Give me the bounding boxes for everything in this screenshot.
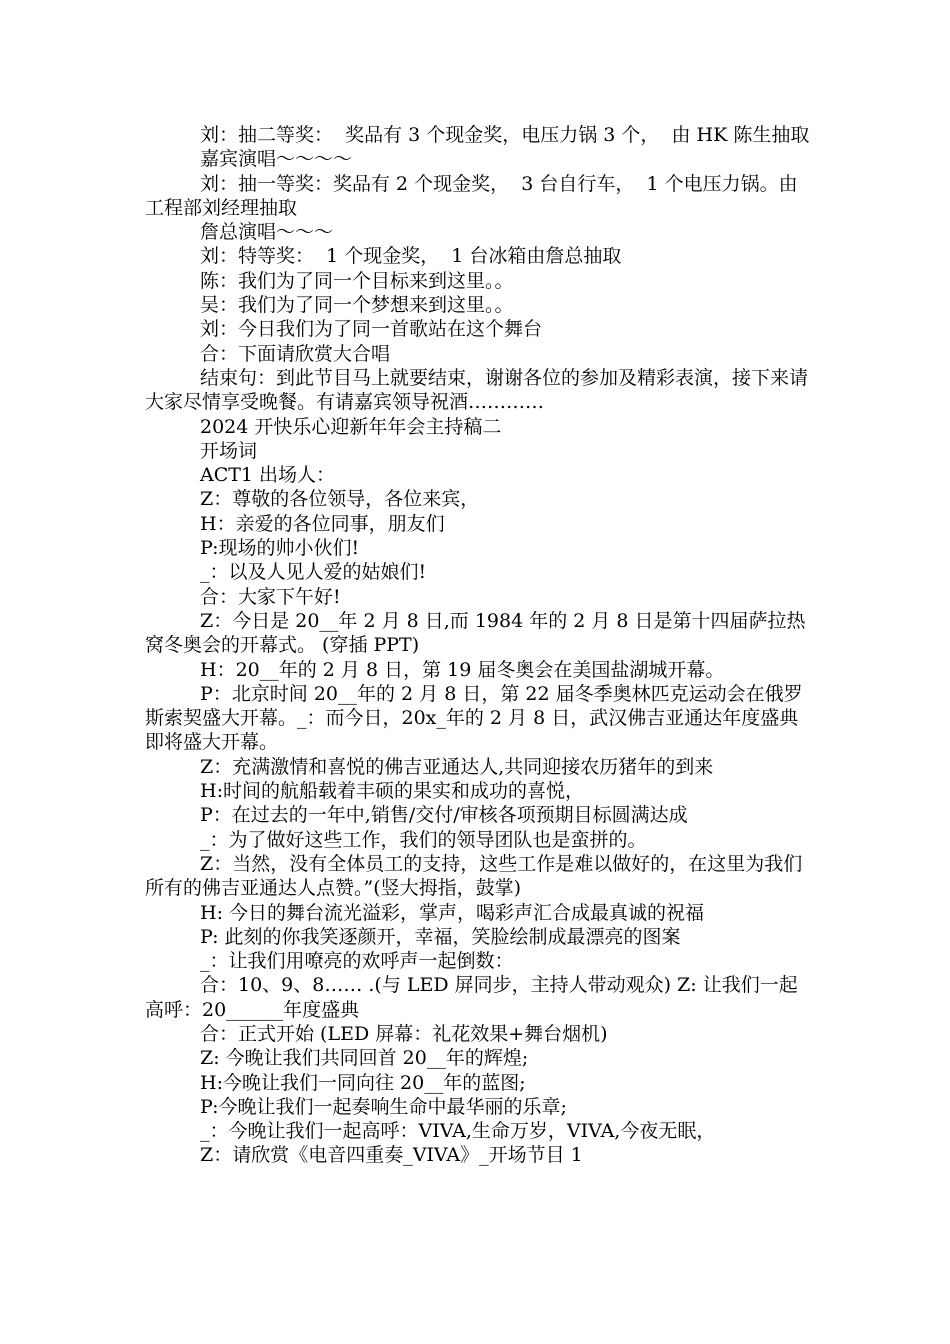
paragraph: Z: 今晚让我们共同回首 20__年的辉煌; bbox=[200, 1047, 529, 1070]
paragraph: ACT1 出场人： bbox=[200, 464, 336, 487]
paragraph: H:时间的航船载着丰硕的果实和成功的喜悦， bbox=[200, 780, 584, 803]
paragraph: Z：尊敬的各位领导，各位来宾， bbox=[200, 488, 480, 511]
paragraph: P：在过去的一年中,销售/交付/审核各项预期目标圆满达成 bbox=[200, 804, 688, 827]
paragraph: 合：正式开始 (LED 屏幕：礼花效果+舞台烟机) bbox=[200, 1022, 608, 1045]
paragraph: H: 今日的舞台流光溢彩，掌声，喝彩声汇合成最真诚的祝福 bbox=[200, 901, 705, 924]
paragraph: 陈：我们为了同一个目标来到这里。。 bbox=[200, 269, 514, 292]
paragraph: _：以及人见人爱的姑娘们! bbox=[200, 561, 427, 584]
paragraph: P：北京时间 20__年的 2 月 8 日，第 22 届冬季奥林匹克运动会在俄罗斯索契盛大开幕。_：而今日，20x_年的 2 月 8 日，武汉佛吉亚通达年度盛典即将盛大开幕。 bbox=[145, 682, 803, 754]
paragraph: 结束句：到此节目马上就要结束，谢谢各位的参加及精彩表演，接下来请大家尽情享受晚餐。有请嘉宾领导祝酒………… bbox=[145, 366, 809, 414]
paragraph: 刘：今日我们为了同一首歌站在这个舞台 bbox=[200, 318, 543, 341]
paragraph: P: 此刻的你我笑逐颜开，幸福，笑脸绘制成最漂亮的图案 bbox=[200, 925, 681, 948]
paragraph: H:今晚让我们一同向往 20__年的蓝图; bbox=[200, 1071, 526, 1094]
document-body bbox=[145, 123, 815, 1168]
paragraph: Z：今日是 20__年 2 月 8 日,而 1984 年的 2 月 8 日是第十四届萨拉热窝冬奥会的开幕式。 (穿插 PPT) bbox=[145, 609, 806, 657]
paragraph: 合：大家下午好! bbox=[200, 585, 341, 608]
paragraph: Z：当然，没有全体员工的支持，这些工作是难以做好的，在这里为我们所有的佛吉亚通达人点赞。”(竖大拇指，鼓掌) bbox=[145, 852, 803, 900]
paragraph: _：让我们用嘹亮的欢呼声一起倒数： bbox=[200, 950, 514, 973]
paragraph: 刘：特等奖： 1 个现金奖， 1 台冰箱由詹总抽取 bbox=[200, 245, 622, 268]
section-subtitle: 开场词 bbox=[200, 439, 258, 462]
paragraph: 詹总演唱～～～ bbox=[200, 221, 334, 244]
paragraph: _：为了做好这些工作，我们的领导团队也是蛮拼的。 bbox=[200, 828, 647, 851]
paragraph: _：今晚让我们一起高呼：VIVA,生命万岁，VIVA,今夜无眠， bbox=[200, 1120, 716, 1143]
paragraph: H：亲爱的各位同事，朋友们 bbox=[200, 512, 445, 535]
paragraph: P:今晚让我们一起奏响生命中最华丽的乐章; bbox=[200, 1095, 567, 1118]
paragraph: H：20__年的 2 月 8 日，第 19 届冬奥会在美国盐湖城开幕。 bbox=[200, 658, 725, 681]
paragraph: 嘉宾演唱～～～～ bbox=[200, 148, 353, 171]
section-title: 2024 开快乐心迎新年年会主持稿二 bbox=[200, 415, 502, 438]
paragraph: 刘：抽二等奖： 奖品有 3 个现金奖，电压力锅 3 个， 由 HK 陈生抽取 bbox=[200, 124, 810, 146]
paragraph: 吴：我们为了同一个梦想来到这里。。 bbox=[200, 294, 514, 317]
paragraph: 合：10、9、8…… .(与 LED 屏同步，主持人带动观众) Z: 让我们一起高呼：20______年度盛典 bbox=[145, 974, 798, 1021]
paragraph: P:现场的帅小伙们! bbox=[200, 537, 360, 560]
paragraph: Z：请欣赏《电音四重奏_VIVA》_开场节目 1 bbox=[200, 1144, 583, 1167]
paragraph: Z：充满激情和喜悦的佛吉亚通达人,共同迎接农历猪年的到来 bbox=[200, 755, 714, 778]
paragraph: 刘：抽一等奖：奖品有 2 个现金奖， 3 台自行车， 1 个电压力锅。由工程部刘经理抽取 bbox=[145, 172, 798, 219]
paragraph: 合：下面请欣赏大合唱 bbox=[200, 342, 391, 365]
